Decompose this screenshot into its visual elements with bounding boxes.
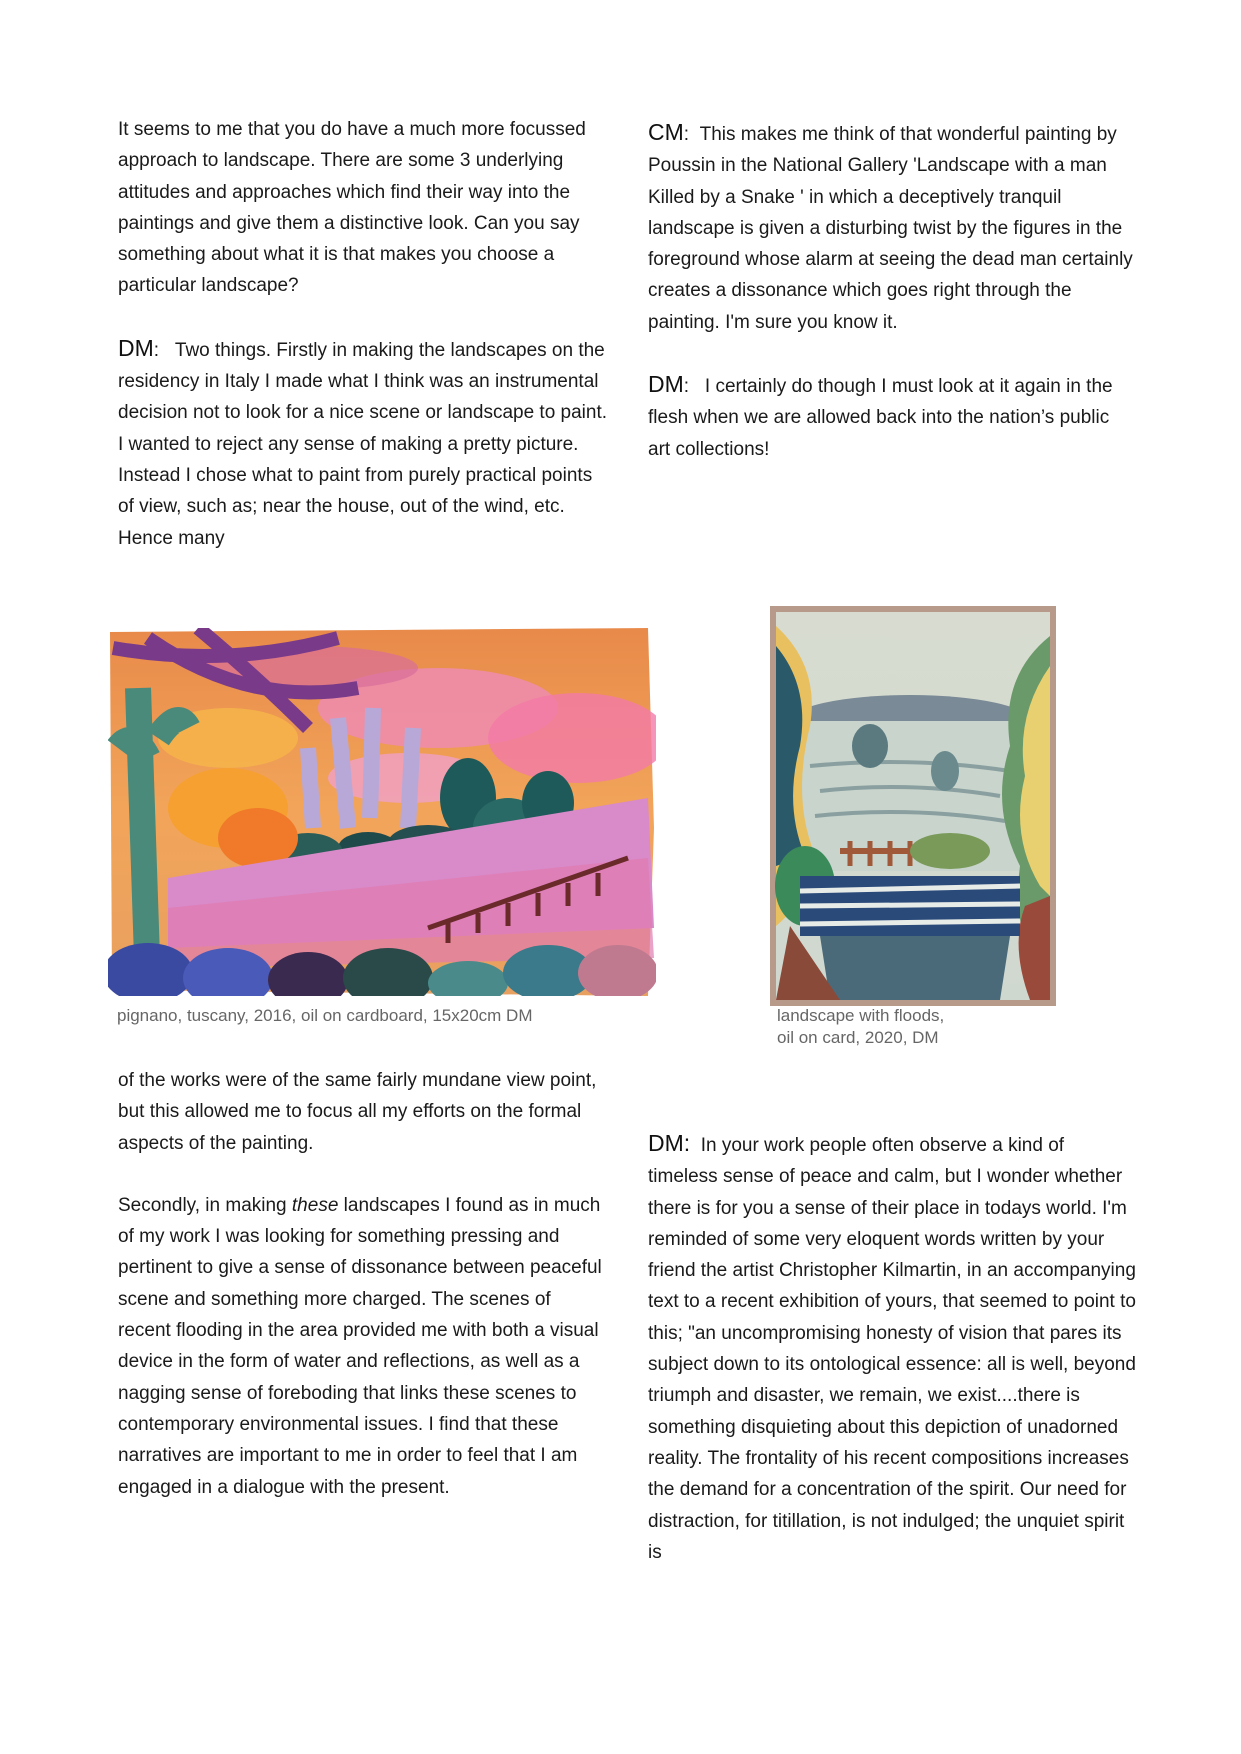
interview-question-paragraph: It seems to me that you do have a much more focussed approach to landscape. There are some 3 underlying attitudes and approaches which find their way into the paintings and give them a distinctive look. Can you say something about what it is that makes you choose a particular landscape? [118,119,586,297]
text-after-emphasis: landscapes I found as in much of my work I was looking for something pressing and pertinent to give a sense of dissonance between peaceful scene and something more charged. The scenes of recent flooding in the area provided me with both a visual device in the form of water and reflections, as well as a nagging sense of foreboding that links these scenes to contemporary environmental issues. I find that these narratives are important to me in order to feel that I am engaged in a dialogue with the present. [118,1194,602,1498]
cm-paragraph: CM: This makes me think of that wonderful painting by Poussin in the National Gallery 'Landscape with a man Killed by a Snake ' in which a deceptively tranquil landscape is given a disturbing twist by the figures in the foreground whose alarm at seeing the dead man certainly creates a dissonance which goes right through the painting. I'm sure you know it. [648,119,1133,333]
right-column-top [648,117,1136,465]
caption-floods [777,1005,1077,1049]
cm-text: This makes me think of that wonderful painting by Poussin in the National Gallery 'Landscape with a man Killed by a Snake ' in which a deceptively tranquil landscape is given a disturbing twist by the figures in the foreground whose alarm at seeing the dead man certainly creates a dissonance which goes right through the painting. I'm sure you know it. [648,124,1133,333]
left-column-bottom [118,1065,606,1503]
speaker-label: DM [118,334,154,361]
answer-text: Two things. Firstly in making the landscapes on the residency in Italy I made what I think was an instrumental decision not to look for a nice scene or landscape to paint. I wanted to reject any sense of making a pretty picture. Instead I chose what to paint from purely practical points of view, such as; near the house, out of the wind, etc. Hence many [118,339,608,549]
painting-pignano-tuscany [108,628,656,996]
dm-reply-text: I certainly do though I must look at it again in the flesh when we are allowed back into the nation’s public art collections! [648,376,1113,460]
emphasis-these: these [291,1194,339,1216]
dm-question-text: In your work people often observe a kind of timeless sense of peace and calm, but I wonder whether there is for you a sense of their place in todays world. I'm reminded of some very eloquent words written by your friend the artist Christopher Kilmartin, in an accompanying text to a recent exhibition of yours, that seemed to point to this; "an uncompromising honesty of vision that pares its subject down to its ontological essence: all is well, beyond triumph and disaster, we remain, we exist....there is something disquieting about this depiction of unadorned reality. The frontality of his recent compositions increases the demand for a concentration of the spirit. Our need for distraction, for titillation, is not indulged; the unquiet spirit is [648,1135,1136,1563]
continued-answer-paragraph: of the works were of the same fairly mundane view point, but this allowed me to focus all my efforts on the formal aspects of the painting. [118,1070,597,1154]
left-column-top [118,114,608,554]
speaker-label: DM [648,371,684,398]
secondly-paragraph [118,1190,606,1503]
caption-floods-line-1: landscape with floods, [777,1006,945,1025]
painting-landscape-with-floods [770,606,1056,1006]
caption-pignano: pignano, tuscany, 2016, oil on cardboard, 15x20cm DM [117,1006,533,1025]
speaker-label: CM [648,119,684,145]
right-column-bottom [648,1128,1136,1568]
dm-answer-paragraph: DM: Two things. Firstly in making the landscapes on the residency in Italy I made what I think was an instrumental decision not to look for a nice scene or landscape to paint. I wanted to reject any sense of making a pretty picture. Instead I chose what to paint from purely practical points of view, such as; near the house, out of the wind, etc. Hence many [118,334,608,549]
dm-question-paragraph [648,1128,1136,1568]
dm-reply-paragraph: DM: I certainly do though I must look at it again in the flesh when we are allowed back into the nation’s public art collections! [648,371,1113,460]
speaker-label: DM: [648,1130,691,1156]
text-before-emphasis: Secondly, in making [118,1194,292,1216]
caption-floods-line-2: oil on card, 2020, DM [777,1028,939,1047]
